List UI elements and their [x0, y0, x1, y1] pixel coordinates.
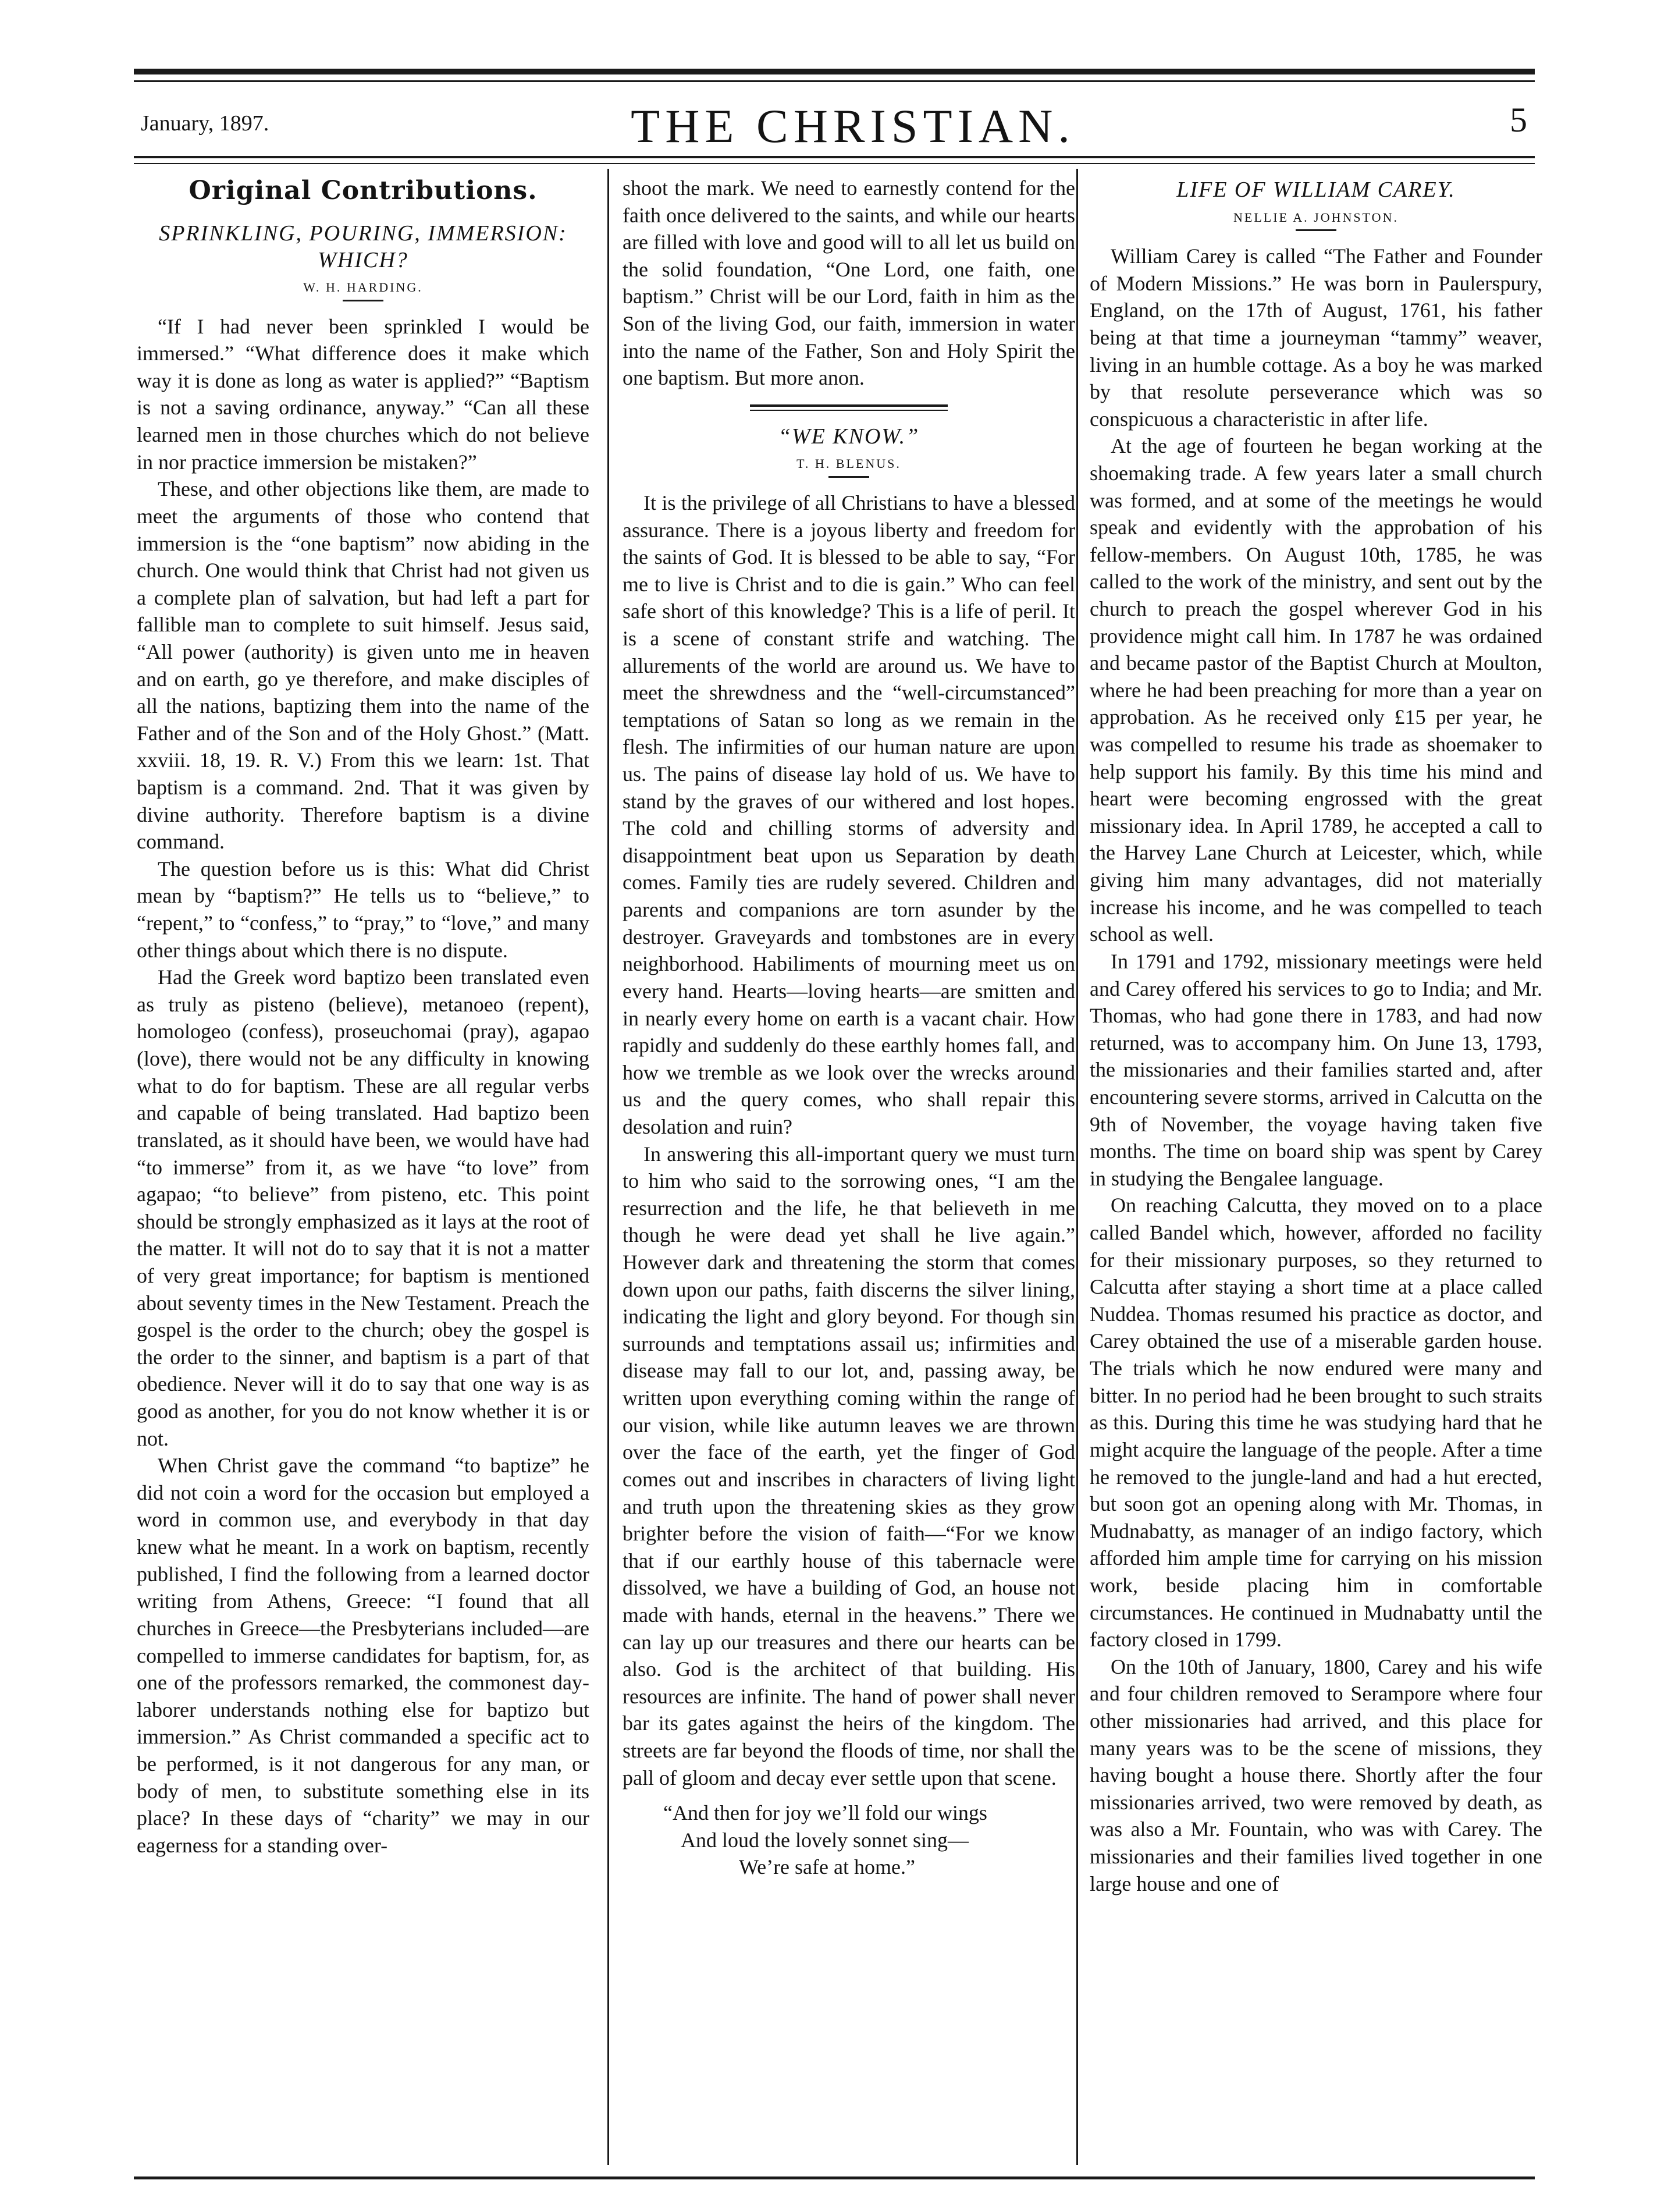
- column-3: [1090, 175, 1542, 1897]
- article-title-carey: LIFE OF WILLIAM CAREY.: [1176, 177, 1456, 202]
- byline-rule: [1296, 229, 1336, 231]
- masthead-bottom-rule-thin: [134, 163, 1535, 164]
- column-1: [137, 175, 589, 1859]
- newspaper-title: THE CHRISTIAN.: [631, 100, 1075, 152]
- article1-paragraph: When Christ gave the command “to baptize” he did not coin a word for the occasion but employed a word in common use, and everybody in that day knew what he meant. In a work on baptism, recently published, I find the following from a learned doctor writing from Athens, Greece: “I found that all churches in Greece—the Presbyterians included—are compelled to immerse candidates for baptism, for, as one of the professors remarked, the commonest day-laborer understands nothing else for baptizo but immersion.” As Christ commanded a specific act to be performed, is it not dangerous for any man, or body of men, to substitute something else in its place? In these days of “charity” we may in our eagerness for a standing over-: [137, 1454, 589, 1857]
- article1-paragraph: These, and other objections like them, are made to meet the arguments of those who contend that immersion is the “one baptism” now abiding in the church. One would think that Christ had not given us a complete plan of salvation, but had left a part for fallible man to complete to suit himself. Jesus said, “All power (authority) is given unto me in heaven and on earth, go ye therefore, and make disciples of all the nations, baptizing them into the name of the Father and of the Son and of the Holy Ghost.” (Matt. xxviii. 18, 19. R. V.) From this we learn: 1st. That baptism is a command. 2nd. That it was given by divine authority. Therefore baptism is a divine command.: [137, 477, 589, 854]
- poem-line: And loud the lovely sonnet sing—: [681, 1828, 969, 1852]
- article1-paragraph: “If I had never been sprinkled I would be immersed.” “What difference does it make which way it is done as long as water is applied?” “Baptism is not a saving ordinance, anyway.” “Can all these learned men in those churches which do not believe in nor practice immersion be mistaken?”: [137, 314, 589, 474]
- article1-paragraph: The question before us is this: What did Christ mean by “baptism?” He tells us to “believe,” to “repent,” to “confess,” to “pray,” to “love,” and many other things about which there is no dispute.: [137, 857, 589, 962]
- article-author-johnston: NELLIE A. JOHNSTON.: [1233, 210, 1399, 225]
- issue-date: January, 1897.: [141, 111, 269, 136]
- poem-line: We’re safe at home.”: [739, 1855, 915, 1879]
- byline-rule: [828, 476, 869, 478]
- article-author-blenus: T. H. BLENUS.: [796, 456, 901, 471]
- section-heading: Original Contributions.: [189, 176, 538, 205]
- article-title-sprinkling: SPRINKLING, POURING, IMMERSION: WHICH?: [159, 221, 567, 272]
- column-2: [623, 175, 1075, 1881]
- bottom-rule: [134, 2177, 1535, 2179]
- article3-paragraph: At the age of fourteen he began working at the shoemaking trade. A few years later a small church was formed, and at some of the meetings he would speak and evidently with the approbation of his fellow-members. On August 10th, 1785, he was called to the work of the ministry, and sent out by the church to preach the gospel wherever God in his providence might call him. In 1787 he was ordained and became pastor of the Baptist Church at Moulton, where he had been preaching for more than a year on approbation. As he received only £15 per year, he was compelled to resume his trade as shoemaker to help support his family. By this time his mind and heart were becoming engrossed with the great missionary idea. In April 1789, he accepted a call to the Harvey Lane Church at Leicester, which, while giving him many advantages, did not materially increase his income, and he was compelled to teach school as well.: [1090, 434, 1542, 946]
- article1-paragraph-continued: shoot the mark. We need to earnestly contend for the faith once delivered to the saints, and while our hearts are filled with love and good will to all let us build on the solid foundation, “One Lord, one faith, one baptism.” Christ will be our Lord, faith in him as the Son of the living God, our faith, immersion in water into the name of the Father, Son and Holy Spirit the one baptism. But more anon.: [623, 176, 1075, 390]
- top-rule: [134, 69, 1535, 74]
- closing-poem: [623, 1799, 1075, 1881]
- masthead-bottom-rule: [134, 156, 1535, 158]
- top-rule-thin: [134, 80, 1535, 82]
- article3-paragraph: William Carey is called “The Father and Founder of Modern Missions.” He was born in Paulerspury, England, on the 17th of August, 1761, his father being at that time a journeyman “tammy” weaver, living in an humble cottage. As a boy he was marked by that resolute perseverance which was so conspicuous a characteristic in after life.: [1090, 244, 1542, 431]
- column-divider-2: [1076, 169, 1078, 2165]
- page-number: 5: [1510, 101, 1527, 139]
- article1-paragraph: Had the Greek word baptizo been translated even as truly as pisteno (believe), metanoeo (repent), homologeo (confess), proseuchomai (pray), agapao (love), there would not be any difficulty in knowing what to do for baptism. These are all regular verbs and capable of being translated. Had baptizo been translated, as it should have been, we would have had “to immerse” from it, as we have “to love” from agapao; “to believe” from pisteno, etc. This point should be strongly emphasized as it lays at the root of the matter. It will not do to say that it is not a matter of very great importance; for baptism is mentioned about seventy times in the New Testament. Preach the gospel is the order to the church; obey the gospel is the order to the sinner, and baptism is a part of that obedience. Never will it do to say that one way is as good as another, for you do not know whether it is or not.: [137, 965, 589, 1450]
- byline-rule: [343, 300, 383, 301]
- article-title-we-know: “WE KNOW.”: [778, 424, 920, 449]
- article3-paragraph: On reaching Calcutta, they moved on to a place called Bandel which, however, afforded no facility for their missionary purposes, so they returned to Calcutta after staying a short time at a place called Nuddea. Thomas resumed his practice as doctor, and Carey obtained the use of a miserable garden house. The trials which he now endured were many and bitter. In no period had he been brought to such straits as this. During this time he was studying hard that he might acquire the language of the people. After a time he removed to the jungle-land and had a hut erected, but soon got an opening along with Mr. Thomas, in Mudnabatty, as manager of an indigo factory, which afforded him ample time for carrying on his mission work, beside placing him in comfortable circumstances. He continued in Mudnabatty until the factory closed in 1799.: [1090, 1194, 1542, 1652]
- article2-paragraph: In answering this all-important query we must turn to him who said to the sorrowing ones, “I am the resurrection and the life, he that believeth in me though he were dead yet shall he live again.” However dark and threatening the storm that comes down upon our paths, faith discerns the silver lining, indicating the light and glory beyond. For though sin surrounds and temptations assail us; infirmities and disease may fall to our lot, and, passing away, be written upon everything coming within the range of our vision, while like autumn leaves we are thrown over the face of the earth, yet the finger of God comes out and inscribes in characters of living light and truth upon the threatening skies as they grow brighter before the vision of faith—“For we know that if our earthly house of this tabernacle were dissolved, we have a building of God, an house not made with hands, eternal in the heavens.” There we can lay up our treasures and there our hearts can be also. God is the architect of that building. His resources are infinite. The hand of power shall never bar its gates against the heirs of the kingdom. The streets are far beyond the floods of time, nor shall the pall of gloom and decay ever settle upon that scene.: [623, 1142, 1075, 1790]
- article-separator-rule-thin: [750, 410, 948, 411]
- article2-paragraph: It is the privilege of all Christians to have a blessed assurance. There is a joyous liberty and freedom for the saints of God. It is blessed to be able to say, “For me to live is Christ and to die is gain.” Who can feel safe short of this knowledge? This is a life of peril. It is a scene of constant strife and watching. The allurements of the world are around us. We have to meet the shrewdness and the “well-circumstanced” temptations of Satan so long as we remain in the flesh. The infirmities of our human nature are upon us. The pains of disease lay hold of us. We have to stand by the graves of our withered and lost hopes. The cold and chilling storms of adversity and disappointment beat upon us Separation by death comes. Family ties are rudely severed. Children and parents and companions are torn asunder by the destroyer. Graveyards and tombstones are in every neighborhood. Habiliments of mourning meet us on every hand. Hearts—loving hearts—are smitten and in nearly every home on earth is a vacant chair. How rapidly and suddenly do these earthly homes fall, and how we tremble as we look over the wrecks around us and the query comes, who shall repair this desolation and ruin?: [623, 491, 1075, 1138]
- article3-paragraph: On the 10th of January, 1800, Carey and his wife and four children removed to Serampore where four other missionaries had arrived, and this place for many years was to be the scene of missions, they having bought a house there. Shortly after the four missionaries arrived, two were removed by death, as was also a Mr. Fountain, who was with Carey. The missionaries and their families lived together in one large house and one of: [1090, 1654, 1542, 1895]
- poem-line: “And then for joy we’ll fold our wings: [663, 1801, 987, 1825]
- column-divider-1: [607, 169, 609, 2165]
- article-author-harding: W. H. HARDING.: [303, 280, 423, 295]
- article-separator-rule: [750, 404, 948, 407]
- article3-paragraph: In 1791 and 1792, missionary meetings were held and Carey offered his services to go to India; and Mr. Thomas, who had gone there in 1783, and had now returned, was to accompany him. On June 13, 1793, the missionaries and their families started and, after encountering severe storms, arrived in Calcutta on the 9th of November, the voyage having taken five months. The time on board ship was spent by Carey in studying the Bengalee language.: [1090, 949, 1542, 1190]
